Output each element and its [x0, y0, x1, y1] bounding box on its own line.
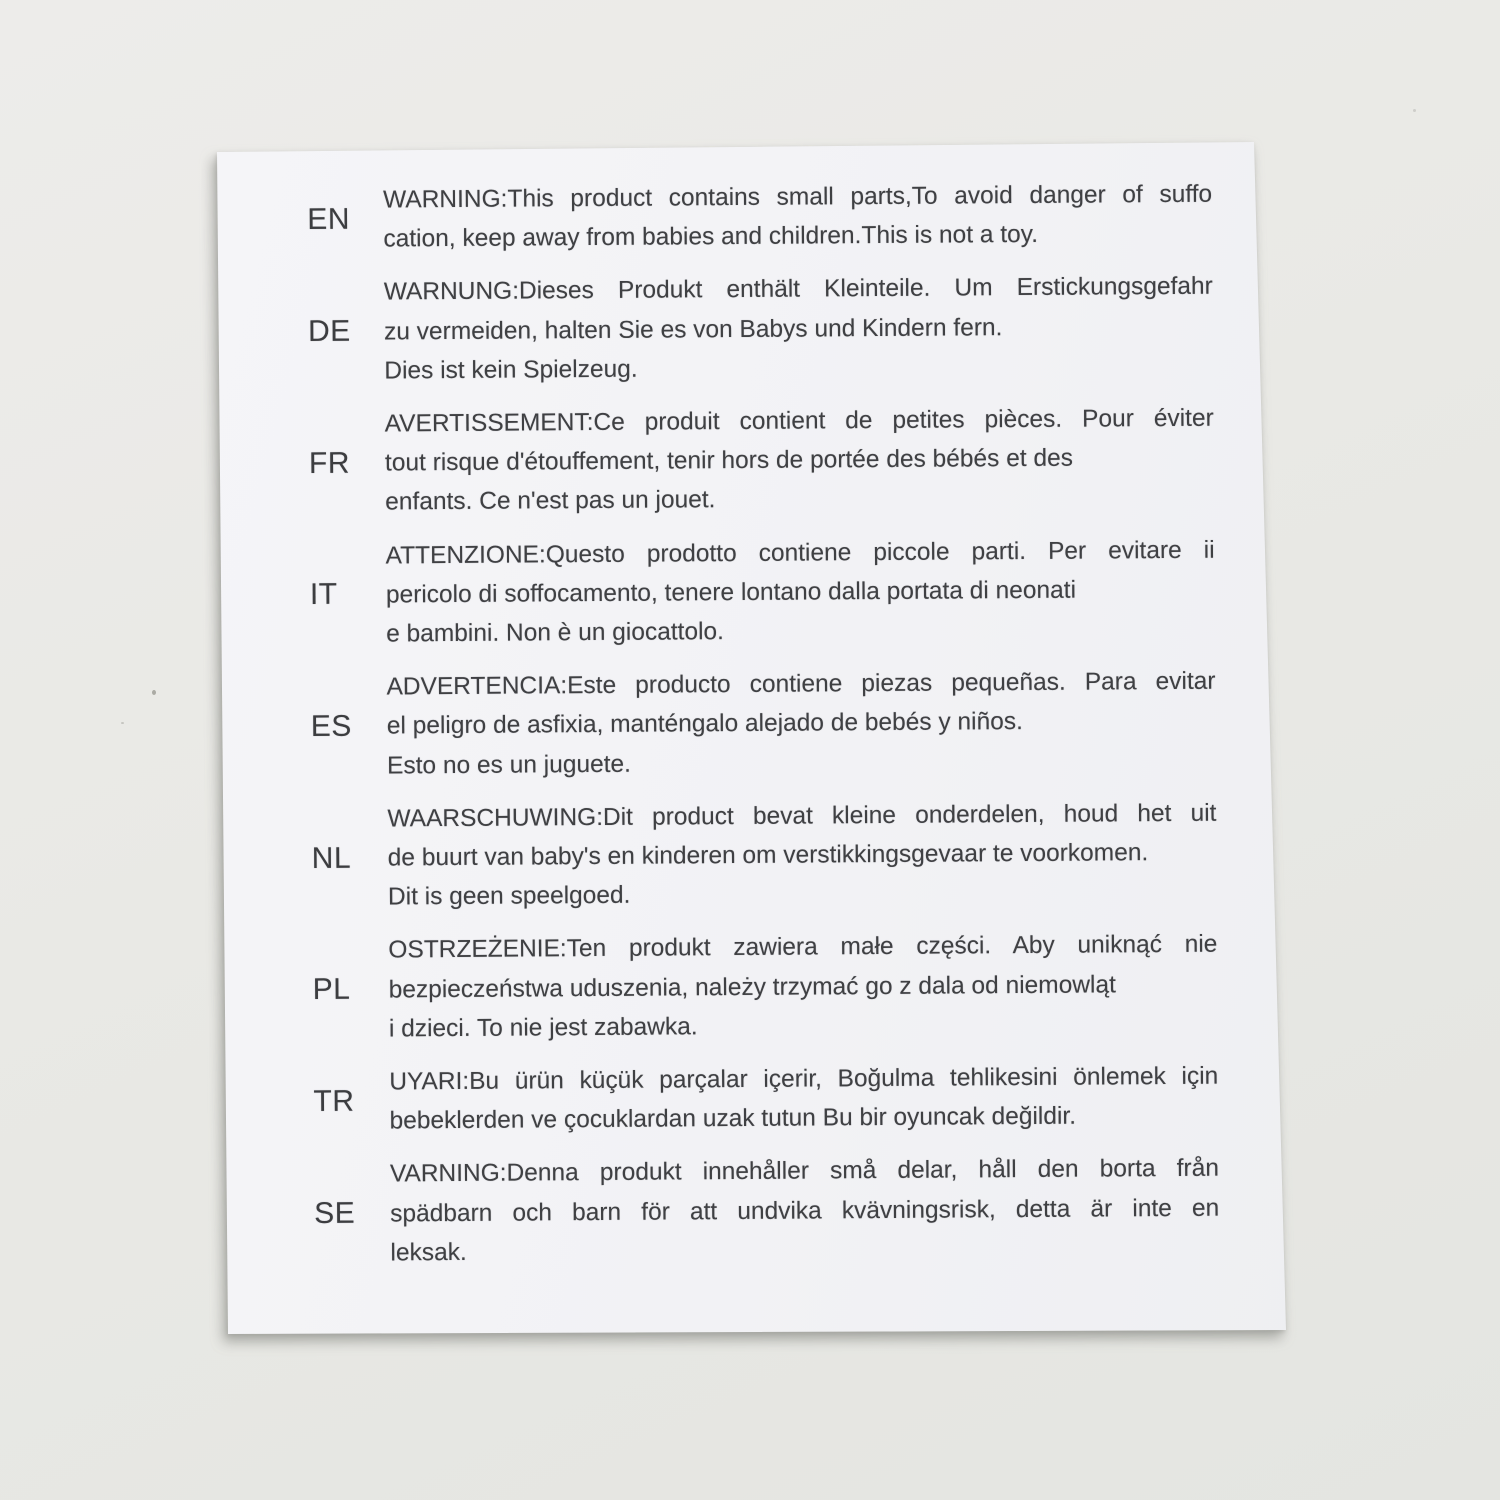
label-section-fr [309, 399, 1215, 523]
label-line: tout risque d'étouffement, tenir hors de portée des bébés et des [384, 444, 1074, 477]
language-code-se: SE [314, 1196, 356, 1231]
label-line: leksak. [390, 1238, 467, 1267]
label-line: el peligro de asfixia, manténgalo alejado de bebés y niños. [386, 708, 1023, 740]
label-line: Dies ist kein Spielzeug. [384, 355, 638, 385]
warning-paragraph-se [390, 1149, 1220, 1272]
label-line: cation, keep away from babies and children.This is not a toy. [383, 221, 1039, 253]
label-line: WAARSCHUWING:Dit product bevat kleine onderdelen, houd het uit [387, 799, 1217, 833]
language-code-de: DE [307, 314, 351, 349]
label-line: spädbarn och barn för att undvika kvävningsrisk, detta är inte en [390, 1194, 1220, 1228]
label-line: e bambini. Non è un giocattolo. [386, 618, 725, 648]
label-section-de [308, 267, 1214, 391]
warning-paragraph-fr [385, 399, 1215, 522]
language-code-pl: PL [312, 972, 351, 1007]
warning-paragraph-de [384, 267, 1214, 390]
warning-paragraph-tr [389, 1057, 1219, 1141]
language-code-it: IT [309, 578, 338, 612]
label-line: ATTENZIONE:Questo prodotto contiene piccole parti. Per evitare ii [385, 536, 1215, 570]
language-code-tr: TR [313, 1084, 355, 1119]
language-code-fr: FR [308, 446, 351, 480]
label-line: bebeklerden ve çocuklardan uzak tutun Bu bir oyuncak değildir. [389, 1102, 1077, 1135]
label-line: WARNUNG:Dieses Produkt enthält Kleinteile. Um Erstickungsgefahr [383, 273, 1213, 306]
label-section-tr [313, 1057, 1219, 1142]
warning-paragraph-en [383, 175, 1213, 259]
warning-paragraph-it [385, 530, 1215, 653]
label-line: enfants. Ce n'est pas un jouet. [385, 486, 716, 516]
label-line: WARNING:This product contains small parts,To avoid danger of suffo [383, 180, 1213, 214]
language-code-es: ES [310, 709, 352, 744]
label-section-se [314, 1149, 1220, 1273]
label-line: Dit is geen speelgoed. [387, 882, 631, 911]
label-section-nl [311, 794, 1217, 918]
language-code-en: EN [307, 202, 351, 237]
warning-paragraph-nl [387, 794, 1217, 917]
warning-paragraph-pl [388, 925, 1218, 1048]
label-line: Esto no es un juguete. [386, 750, 631, 780]
label-line: i dzieci. To nie jest zabawka. [388, 1013, 698, 1043]
language-code-nl: NL [311, 841, 352, 875]
label-section-en [307, 175, 1213, 260]
label-section-es [310, 662, 1216, 786]
label-line: pericolo di soffocamento, tenere lontano dalla portata di neonati [385, 576, 1077, 609]
label-line: bezpieczeństwa uduszenia, należy trzymać go z dala od niemowląt [388, 971, 1116, 1004]
multilingual-warning-text [307, 175, 1220, 1287]
warning-paragraph-es [386, 662, 1216, 785]
label-line: zu vermeiden, halten Sie es von Babys und Kindern fern. [383, 313, 1003, 346]
label-line: OSTRZEŻENIE:Ten produkt zawiera małe części. Aby uniknąć nie [388, 931, 1218, 964]
label-section-pl [312, 925, 1218, 1049]
label-section-it [309, 530, 1215, 654]
label-line: ADVERTENCIA:Este producto contiene piezas pequeñas. Para evitar [386, 667, 1216, 701]
label-line: de buurt van baby's en kinderen om verstikkingsgevaar te voorkomen. [387, 839, 1149, 872]
label-line: UYARI:Bu ürün küçük parçalar içerir, Boğulma tehlikesini önlemek için [389, 1062, 1219, 1096]
label-line: VARNING:Denna produkt innehåller små delar, håll den borta från [389, 1155, 1220, 1188]
label-line: AVERTISSEMENT:Ce produit contient de petites pièces. Pour éviter [384, 404, 1214, 438]
